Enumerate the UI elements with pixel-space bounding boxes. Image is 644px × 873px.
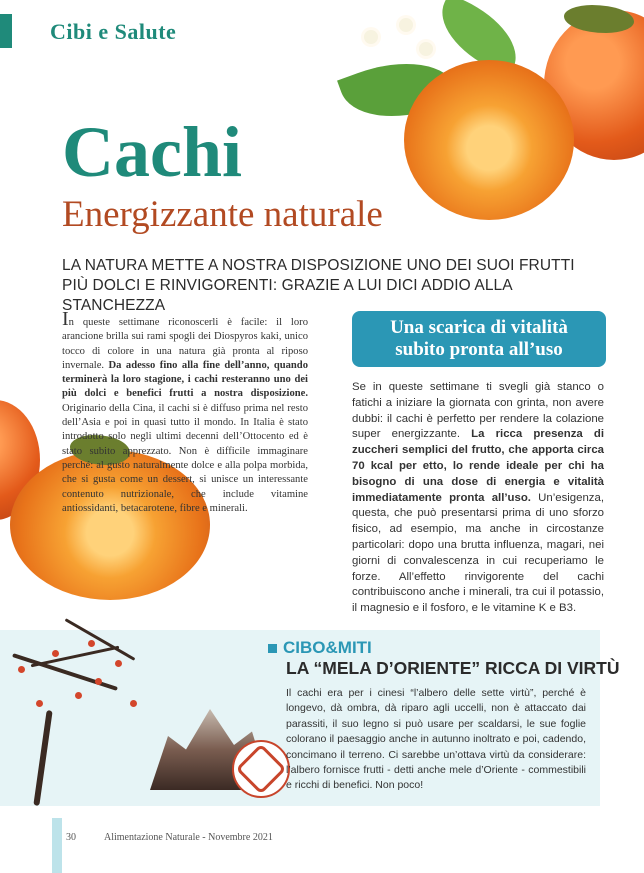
band-text <box>286 686 586 794</box>
left-paragraph <box>62 308 308 516</box>
band-kicker <box>268 638 372 658</box>
right-paragraph <box>352 380 604 617</box>
right-text-end: Un’esigenza, questa, che può presentarsi prima di uno sforzo fisico, ad esempio, ma anche in circostanze particolari: dopo una brutta influenza, magari, nei giorni di convalescenza in cui recuperiamo le forze. All’effetto rinvigorente del cachi contribuiscono anche i minerali, tra cui il potassio, il magnesio e il fosforo, e le vitamine K e B3. <box>352 491 604 615</box>
right-text-bold: La ricca presenza di zuccheri semplici del frutto, che apporta circa 70 kcal per etto, lo rende ideale per chi ha bisogno di una dose di energia e vitalità immediatamente pronta all’uso. <box>352 428 604 504</box>
left-text-bold: Da adesso fino alla fine dell’anno, quando terminerà la loro stagione, i cachi resteranno uno dei più dolci e benefici frutti a nostra disposizione. <box>62 359 308 400</box>
page-subtitle: Energizzante naturale <box>62 194 383 235</box>
highlight-line-1: Una scarica di vitalità <box>390 317 568 338</box>
page-title: Cachi <box>62 112 242 192</box>
right-text-start: Se in queste settimane ti svegli già stanco o fatichi a iniziare la giornata con grinta, non avere dubbi: il cachi è perfetto per rendere la colazione super energizzante. <box>352 381 604 441</box>
highlight-line-2: subito pronta all’uso <box>395 339 563 360</box>
section-tab <box>0 14 12 48</box>
footer-stripe <box>52 818 62 873</box>
page-number: 30 <box>66 832 76 843</box>
oriental-ornament-icon <box>232 740 290 798</box>
left-column <box>62 308 308 516</box>
band-paragraph: Il cachi era per i cinesi “l’albero delle sette virtù”, perché è longevo, dà ombra, dà riparo agli uccelli, non è attaccato dai parassiti, il suo legno si può usare per scaldarsi, le sue foglie colorano il paesaggio anche in autunno inoltrato e poi, cadendo, concimano il terreno. Ci sarebbe un’ottava virtù da considerare: l’albero fornisce frutti - detti anche mele d’Oriente - commestibili e ricchi di benefici. Non poco! <box>286 687 586 792</box>
right-column <box>352 380 604 617</box>
dropcap: I <box>62 308 69 330</box>
band-title: LA “MELA D’ORIENTE” RICCA DI VIRTÙ <box>286 658 620 678</box>
publication-footer: Alimentazione Naturale - Novembre 2021 <box>104 832 273 843</box>
lede-line-2: PIÙ DOLCI E RINVIGORENTI: GRAZIE A LUI DICI ADDIO ALLA STANCHEZZA <box>62 277 512 314</box>
left-text-end: Originario della Cina, il cachi si è diffuso prima nel resto dell’Asia e poi in quasi tutto il mondo. In Italia è stato introdotto solo negli ultimi decenni dell’Ottocento ed è stato subito apprezzato. Non è difficile immaginare perché: al gusto naturalmente dolce e alla polpa morbida, che si gusta come un dessert, si unisce un interessante contenuto nutrizionale, che include vitamine antiossidanti, betacarotene, fibre e minerali. <box>62 402 308 514</box>
section-label: Cibi e Salute <box>50 19 177 44</box>
square-bullet-icon <box>268 644 277 653</box>
highlight-heading <box>352 311 606 367</box>
lede <box>62 256 602 316</box>
band-kicker-label: CIBO&MITI <box>283 638 372 657</box>
left-text-start: n queste settimane riconoscerli è facile: il loro arancione brilla sui rami spogli dei Diospyros kaki, unico tocco di colore in una natura già pronta al riposo invernale. <box>62 317 308 371</box>
lede-line-1: LA NATURA METTE A NOSTRA DISPOSIZIONE UNO DEI SUOI FRUTTI <box>62 257 575 274</box>
